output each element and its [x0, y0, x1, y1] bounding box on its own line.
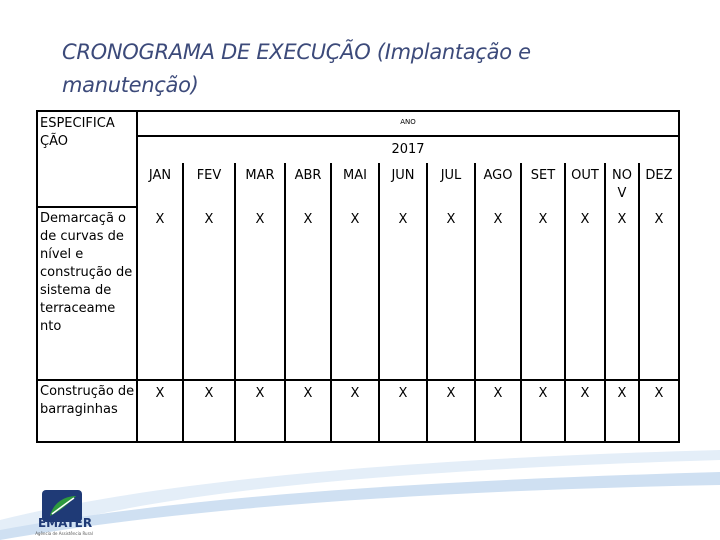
- schedule-mark: X: [235, 207, 285, 380]
- month-header: OUT: [565, 163, 605, 207]
- schedule-mark: X: [183, 380, 235, 442]
- schedule-mark: X: [331, 207, 379, 380]
- schedule-mark: X: [639, 380, 679, 442]
- month-header: MAI: [331, 163, 379, 207]
- schedule-table: [36, 110, 680, 443]
- month-header: MAR: [235, 163, 285, 207]
- month-header: SET: [521, 163, 565, 207]
- schedule-mark: X: [379, 207, 427, 380]
- schedule-mark: X: [475, 380, 521, 442]
- schedule-mark: X: [137, 207, 183, 380]
- schedule-mark: X: [183, 207, 235, 380]
- schedule-mark: X: [427, 380, 475, 442]
- schedule-mark: X: [605, 380, 639, 442]
- schedule-mark: X: [565, 380, 605, 442]
- page-title: CRONOGRAMA DE EXECUÇÃO (Implantação e manutenção): [62, 40, 531, 97]
- schedule-mark: X: [137, 380, 183, 442]
- schedule-mark: X: [521, 207, 565, 380]
- emater-logo-text: EMATER: [37, 516, 93, 530]
- schedule-mark: X: [427, 207, 475, 380]
- spec-header: ESPECIFICA ÇÃO: [37, 111, 137, 207]
- month-header: FEV: [183, 163, 235, 207]
- month-header: AGO: [475, 163, 521, 207]
- schedule-mark: X: [379, 380, 427, 442]
- year-label: 2017: [137, 136, 679, 163]
- month-header: JUN: [379, 163, 427, 207]
- row-label-demarcacao: Demarcaçã o de curvas de nível e construção de sistema de terraceame nto: [37, 207, 137, 380]
- emater-tagline: Agência de Assistência Rural: [35, 531, 93, 536]
- schedule-mark: X: [605, 207, 639, 380]
- footer-swoosh: [0, 450, 720, 540]
- row-label-barraginhas: Construção de barraginhas: [37, 380, 137, 442]
- month-header: NO V: [605, 163, 639, 207]
- schedule-mark: X: [565, 207, 605, 380]
- month-header: JUL: [427, 163, 475, 207]
- month-header: ABR: [285, 163, 331, 207]
- ano-label: ANO: [137, 111, 679, 136]
- schedule-mark: X: [639, 207, 679, 380]
- schedule-mark: X: [235, 380, 285, 442]
- schedule-mark: X: [285, 207, 331, 380]
- schedule-mark: X: [521, 380, 565, 442]
- schedule-mark: X: [285, 380, 331, 442]
- schedule-mark: X: [331, 380, 379, 442]
- month-header: JAN: [137, 163, 183, 207]
- month-header: DEZ: [639, 163, 679, 207]
- schedule-mark: X: [475, 207, 521, 380]
